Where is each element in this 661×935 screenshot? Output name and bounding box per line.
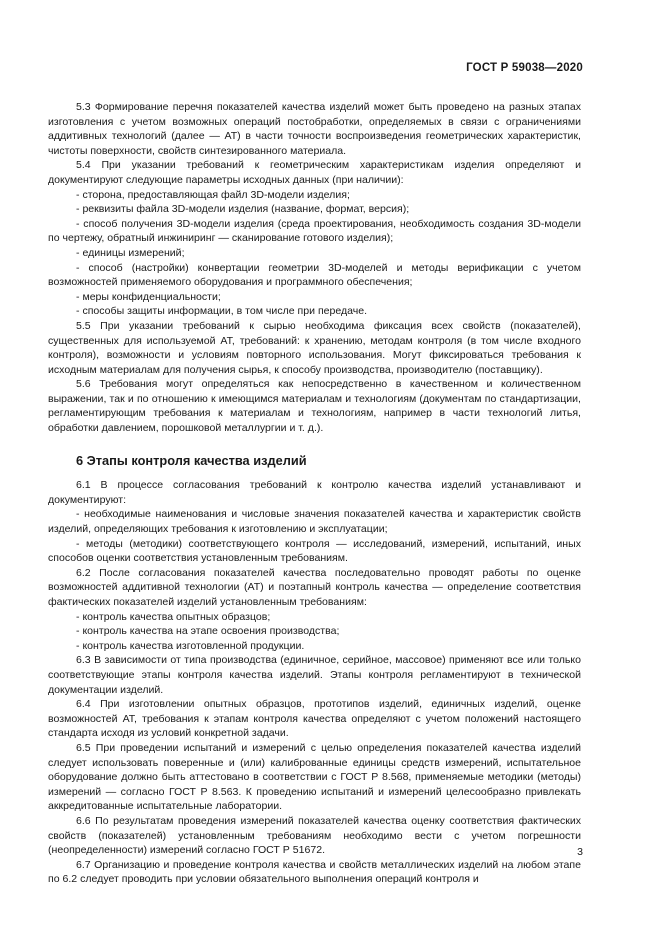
list-item: - реквизиты файла 3D-модели изделия (название, формат, версия);: [76, 203, 410, 216]
list-item: - единицы измерений;: [76, 246, 185, 259]
paragraph-6-3: 6.3 В зависимости от типа производства (единичное, серийное, массовое) применяют все или только соответствующие этапы контроля качества изделий. Этапы контроля регламентируют в технической документации изделий.: [48, 654, 581, 696]
list-item: - способ (настройки) конвертации геометрии 3D-моделей и методы верификации с учетом возможностей применяемого оборудования и программного обеспечения;: [48, 261, 581, 289]
page-body: [48, 100, 581, 887]
list-item: - методы (методики) соответствующего контроля — исследований, измерений, испытаний, иных способов оценки соответствия установленным требованиям.: [48, 537, 581, 565]
paragraph-5-4: 5.4 При указании требований к геометрическим характеристикам изделия определяют и документируют следующие параметры исходных данных (при наличии):: [48, 159, 581, 186]
section-heading: 6 Этапы контроля качества изделий: [76, 452, 307, 468]
paragraph-5-6: 5.6 Требования могут определяться как непосредственно в качественном и количественном выражении, так и по отношению к имеющимся материалам и технологиям (документам по стандартизации, регламентирующим требования к материалам и технологиям, например в части технологий литья, обработки давлением, порошковой металлургии и т. д.).: [48, 378, 581, 435]
list-item: - сторона, предоставляющая файл 3D-модели изделия;: [76, 188, 350, 201]
paragraph-6-2: 6.2 После согласования показателей качества последовательно проводят работы по оценке возможностей аддитивной технологии (АТ) и поэтапный контроль качества — определение соответствия фактических показателей изделий установленным требованиям:: [48, 566, 581, 608]
paragraph-5-3: 5.3 Формирование перечня показателей качества изделий может быть проведено на разных этапах изготовления с учетом возможных операций постобработки, определяемых в связи с ограничениями аддитивных технологий (далее — АТ) в части точности воспроизведения геометрических характеристик, чистоты поверхности, свойств синтезированного материала.: [48, 101, 581, 157]
list-item: - контроль качества опытных образцов;: [76, 610, 271, 623]
list-item: - контроль качества изготовленной продукции.: [76, 639, 305, 652]
paragraph-6-4: 6.4 При изготовлении опытных образцов, прототипов изделий, единичных изделий, оценке возможностей АТ, требования к этапам контроля качества определяют с учетом положений настоящего стандарта исходя из условий конкретной задачи.: [48, 698, 581, 740]
list-item: - необходимые наименования и числовые значения показателей качества и характеристик свойств изделий, определяющих требования к изготовлению и эксплуатации;: [48, 508, 581, 536]
paragraph-6-7: 6.7 Организацию и проведение контроля качества и свойств металлических изделий на любом этапе по 6.2 следует проводить при условии обязательного выполнения операций контроля и: [48, 858, 581, 886]
list-item: - способ получения 3D-модели изделия (среда проектирования, необходимость создания 3D-модели по чертежу, обратный инжиниринг — сканирование готового изделия);: [48, 217, 581, 245]
paragraph-6-1: 6.1 В процессе согласования требований к контролю качества изделий устанавливают и документируют:: [48, 479, 581, 506]
paragraph-5-5: 5.5 При указании требований к сырью необходима фиксация всех свойств (показателей), существенных для используемой АТ, требований: к хранению, методам контроля (в том числе входного контроля), возможности и условиям повторного использования. Могут фиксироваться требования к исходным материалам для получения сырья, к способу производства, производителю (поставщику).: [48, 319, 581, 376]
list-item: - способы защиты информации, в том числе при передаче.: [76, 305, 368, 318]
page-number: 3: [577, 846, 583, 858]
document-code: ГОСТ Р 59038—2020: [466, 62, 583, 74]
list-item: - меры конфиденциальности;: [76, 290, 221, 303]
paragraph-6-5: 6.5 При проведении испытаний и измерений с целью определения показателей качества изделий следует использовать поверенные и (или) калиброванные единицы средств измерений, испытательное оборудование должно быть аттестовано в соответствии с ГОСТ Р 8.568, применяемые методики (методы) измерений — согласно ГОСТ Р 8.563. К проведению испытаний и измерений целесообразно привлекать аккредитованные испытательные лаборатории.: [48, 741, 581, 813]
paragraph-6-6: 6.6 По результатам проведения измерений показателей качества оценку соответствия фактических свойств (показателей) установленным требованиям необходимо вести с учетом погрешности (неопределенности) измерений согласно ГОСТ Р 51672.: [48, 814, 581, 857]
list-item: - контроль качества на этапе освоения производства;: [76, 625, 340, 638]
